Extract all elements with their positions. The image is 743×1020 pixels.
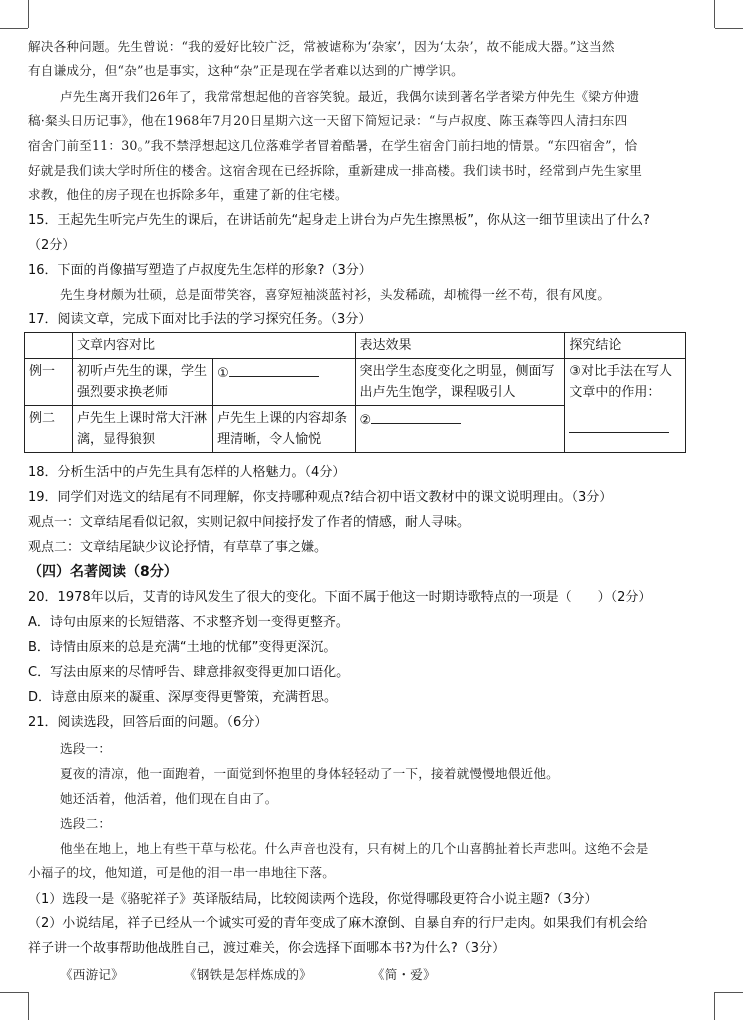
option-b: B．诗情由原来的总是充满“土地的忧郁”变得更深沉。 bbox=[28, 640, 337, 655]
sub-question-1: （1）选段一是《骆驼祥子》英译版结局，比较阅读两个选段，你觉得哪段更符合小说主题?（3分） bbox=[28, 892, 598, 907]
crop-mark bbox=[714, 0, 715, 28]
answer-blank[interactable] bbox=[371, 408, 461, 424]
option-d: D．诗意由原来的凝重、深厚变得更警策，充满哲思。 bbox=[28, 690, 338, 705]
circled-number: ② bbox=[359, 413, 372, 428]
table-cell: 突出学生态度变化之明显，侧面写出卢先生饱学，课程吸引人 bbox=[355, 359, 565, 406]
question-15: 15．王起先生听完卢先生的课后，在讲话前先“起身走上讲台为卢先生擦黑板”，你从这一细节里读出了什么? bbox=[28, 213, 650, 228]
excerpt-text: 她还活着，他活着，他们现在自由了。 bbox=[60, 791, 278, 806]
excerpt-label: 选段一： bbox=[60, 741, 112, 756]
crop-mark bbox=[714, 992, 715, 1020]
table-cell: 初听卢先生的课，学生强烈要求换老师 bbox=[73, 359, 213, 406]
passage-line: 好就是我们读大学时所住的楼舍。这宿舍现在已经拆除，重新建成一排高楼。我们读书时，经常到卢先生家里 bbox=[28, 163, 643, 178]
crop-mark bbox=[0, 992, 28, 993]
row-label: 例一 bbox=[25, 359, 73, 406]
sub-question-2: （2）小说结尾，祥子已经从一个诚实可爱的青年变成了麻木潦倒、自暴自弃的行尸走肉。如果我们有机会给 bbox=[28, 916, 648, 931]
excerpt-text: 夏夜的清凉，他一面跑着，一面觉到怀抱里的身体轻轻动了一下，接着就慢慢地偎近他。 bbox=[60, 766, 559, 781]
answer-blank[interactable] bbox=[569, 417, 669, 433]
passage-line: 稿·粲头日历记事》，他在1968年7月20日星期六这一天留下简短记录：“与卢叔度、陈玉森等四人清扫东四 bbox=[28, 113, 628, 128]
table-cell bbox=[25, 333, 73, 359]
table-cell-blank-1[interactable] bbox=[213, 359, 355, 406]
conclusion-text: ③对比手法在写人文章中的作用： bbox=[569, 364, 673, 400]
book-option: 《西游记》 bbox=[60, 967, 124, 982]
crop-mark bbox=[0, 28, 28, 29]
table-header: 文章内容对比 bbox=[73, 333, 355, 359]
question-16: 16．下面的肖像描写塑造了卢叔度先生怎样的形象?（3分） bbox=[28, 263, 372, 278]
question-17: 17．阅读文章，完成下面对比手法的学习探究任务。（3分） bbox=[28, 312, 372, 327]
section-heading: （四）名著阅读（8分） bbox=[28, 564, 178, 580]
passage-line: 卢先生离开我们26年了，我常常想起他的音容笑貌。最近，我偶尔读到著名学者梁方仲先生《梁方仲遗 bbox=[60, 89, 640, 104]
crop-mark bbox=[28, 992, 29, 1020]
option-c: C．写法由原来的尽情呼告、肆意排叙变得更加口语化。 bbox=[28, 665, 350, 680]
sub-question-2: 祥子讲一个故事帮助他战胜自己，渡过难关，你会选择下面哪本书?为什么?（3分） bbox=[28, 941, 506, 956]
comparison-table bbox=[24, 332, 686, 453]
answer-blank[interactable] bbox=[229, 361, 319, 377]
row-label: 例二 bbox=[25, 406, 73, 453]
book-options bbox=[60, 964, 620, 983]
table-cell-conclusion[interactable] bbox=[565, 359, 686, 453]
question-18: 18．分析生活中的卢先生具有怎样的人格魅力。（4分） bbox=[28, 465, 346, 480]
table-header-row bbox=[25, 333, 686, 359]
question-20: 20．1978年以后，艾青的诗风发生了很大的变化。下面不属于他这一时期诗歌特点的一项是（ ）（2分） bbox=[28, 590, 652, 605]
table-cell: 卢先生上课的内容却条理清晰，令人愉悦 bbox=[213, 406, 355, 453]
excerpt-label: 选段二： bbox=[60, 816, 112, 831]
crop-mark bbox=[715, 992, 743, 993]
option-a: A．诗句由原来的长短错落、不求整齐划一变得更整齐。 bbox=[28, 615, 349, 630]
table-cell: 卢先生上课时常大汗淋漓，显得狼狈 bbox=[73, 406, 213, 453]
crop-mark bbox=[28, 0, 29, 28]
question-15-score: （2分） bbox=[28, 238, 76, 253]
question-19: 19．同学们对选文的结尾有不同理解，你支持哪种观点?结合初中语文教材中的课文说明理由。（3分） bbox=[28, 490, 613, 505]
table-header: 表达效果 bbox=[355, 333, 565, 359]
excerpt-text: 他坐在地上，地上有些干草与松花。什么声音也没有，只有树上的几个山喜鹊扯着长声悲叫。这绝不会是 bbox=[60, 841, 649, 856]
table-header: 探究结论 bbox=[565, 333, 686, 359]
passage-line: 求教，他住的房子现在也拆除多年，重建了新的住宅楼。 bbox=[28, 187, 348, 202]
passage-line: 有自谦成分，但“杂”也是事实，这种“杂”正是现在学者难以达到的广博学识。 bbox=[28, 63, 464, 78]
passage-line: 宿舍门前至11：30。”我不禁浮想起这几位落难学者冒着酷暑，在学生宿舍门前扫地的情景。“东四宿舍”，恰 bbox=[28, 138, 638, 153]
excerpt-text: 小福子的坟，他知道，可是他的泪一串一串地往下落。 bbox=[28, 865, 336, 880]
passage-line: 解决各种问题。先生曾说：“我的爱好比较广泛，常被谑称为‘杂家’，因为‘太杂’，故不能成大器。”这当然 bbox=[28, 39, 615, 54]
book-option: 《钢铁是怎样炼成的》 bbox=[183, 967, 312, 982]
question-19-view2: 观点二：文章结尾缺少议论抒情，有草草了事之嫌。 bbox=[28, 540, 328, 555]
question-21: 21．阅读选段，回答后面的问题。（6分） bbox=[28, 715, 268, 730]
book-option: 《简・爱》 bbox=[371, 967, 436, 982]
table-cell-blank-2[interactable] bbox=[355, 406, 565, 453]
circled-number: ① bbox=[217, 366, 229, 381]
question-19-view1: 观点一：文章结尾看似记叙，实则记叙中间接抒发了作者的情感，耐人寻味。 bbox=[28, 515, 471, 530]
crop-mark bbox=[715, 28, 743, 29]
table-row bbox=[25, 359, 686, 406]
question-16-quote: 先生身材颇为壮硕，总是面带笑容，喜穿短袖淡蓝衬衫，头发稀疏，却梳得一丝不苟，很有风度。 bbox=[60, 287, 611, 302]
